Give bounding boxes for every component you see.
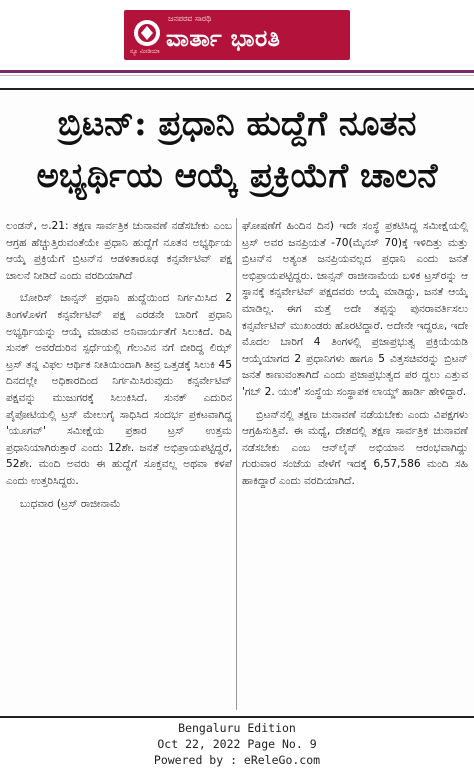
paragraph: ಬುಧವಾರ (ಟ್ರಸ್ ರಾಜೀನಾಮೆ [20,497,121,510]
masthead [0,0,474,72]
logo-emblem-icon [132,18,162,48]
masthead-rule [0,70,474,73]
paragraph: ಲಂಡನ್, ಅ.21: ತಕ್ಷಣ ಸಾರ್ವತ್ರಿಕ ಚುನಾವಣೆ ನಡೆಸಬೇಕು ಎಂಬ ಆಗ್ರಹ ಹೆಚ್ಚುತ್ತಿರುವಂತೆಯೇ ಪ್ರಧಾನಿ ಹುದ್ದೆಗೆ ನೂತನ ಅಭ್ಯರ್ಥಿಯ ಆಯ್ಕೆ ಪ್ರಕ್ರಿಯೆಗೆ ಬ್ರಿಟನ್‌ನ ಆಡಳಿತಾರೂಢ ಕನ್ಸರ್ವೇಟಿವ್ ಪಕ್ಷ ಚಾಲನೆ ನೀಡಿದೆ ಎಂದು ವರದಿಯಾಗಿದೆ [6,220,232,282]
varthabharati-logo[interactable] [124,10,350,60]
clipping-top-border [0,88,474,90]
headline-line-1: ಬ್ರಿಟನ್: ಪ್ರಧಾನಿ ಹುದ್ದೆಗೆ ನೂತನ [57,104,417,144]
column-divider [236,218,237,710]
headline-line-2: ಅಭ್ಯರ್ಥಿಯ ಆಯ್ಕೆ ಪ್ರಕ್ರಿಯೆಗೆ ಚಾಲನೆ [36,156,438,196]
article-column-left [6,218,232,518]
article-column-right [242,218,468,496]
logo-brand-name: ವಾರ್ತಾ ಭಾರತಿ [166,26,281,52]
logo-tagline: ಜನಪರವ ಸಾರಥಿ [168,14,212,23]
paragraph: ಘೋಷಣೆಗೆ ಹಿಂದಿನ ದಿನ) ಇದೇ ಸಂಸ್ಥೆ ಪ್ರಕಟಿಸಿದ್ದ ಸಮೀಕ್ಷೆಯಲ್ಲಿ ಟ್ರಸ್ ಅವರ ಜನಪ್ರಿಯತೆ -70(ಮೈನಸ್ 70)ಕ್ಕೆ ಇಳಿದಿತ್ತು ಮತ್ತು ಬ್ರಿಟನ್‌ನ ಅತ್ಯಂತ ಜನಪ್ರಿಯವಲ್ಲದ ಪ್ರಧಾನಿ ಎಂದು ಜನತೆ ಅಭಿಪ್ರಾಯಪಟ್ಟಿದ್ದರು. ಜಾನ್ಸನ್ ರಾಜೀನಾಮೆಯ ಬಳಿಕ ಟ್ರಸ್‌ರನ್ನು ಆ ಸ್ಥಾನಕ್ಕೆ ಕನ್ಸರ್ವೇಟಿವ್ ಪಕ್ಷದವರು ಆಯ್ಕೆ ಮಾಡಿದ್ದು, ಜನತೆ ಆಯ್ಕೆ ಮಾಡಿಲ್ಲ. ಈಗ ಮತ್ತೆ ಅದೇ ತಪ್ಪನ್ನು ಪುನರಾವರ್ತಿಸಲು ಕನ್ಸರ್ವೇಟಿವ್ ಮುಖಂಡರು ಹೊರಟಿದ್ದಾರೆ. ಅದೇನೇ ಇದ್ದರೂ, ಇದೇ ಮೊದಲ ಬಾರಿಗೆ 4 ತಿಂಗಳಲ್ಲಿ ಪ್ರಜಾಪ್ರಭುತ್ವ ಪ್ರಕ್ರಿಯೆಯಡಿ ಆಯ್ಕೆಯಾಗದ 2 ಪ್ರಧಾನಿಗಳು ಹಾಗೂ 5 ವಿತ್ತಸಚಿವರನ್ನು ಬ್ರಿಟನ್ ಜನತೆ ಕಾಣುವಂತಾಗಿದೆ ಎಂದು ಪ್ರಜಾಪ್ರಭುತ್ವದ ಪರ ದ್ದಲು ಎತ್ತುವ 'ಗಬ್ 2. ಯುಕೆ' ಸಂಸ್ಥೆಯ ಸಂಸ್ಥಾಪಕ ಲಾಯ್ಡ್ ಹಾರ್ಡಿ ಹೇಳಿದ್ದಾರೆ. [242,220,468,398]
powered-by-link[interactable]: Powered by : eReleGo.com [153,753,321,767]
paragraph: ಬ್ರಿಟನ್‌ನಲ್ಲಿ ತಕ್ಷಣ ಚುನಾವಣೆ ನಡೆಯಬೇಕು ಎಂದು ವಿಪಕ್ಷಗಳು ಆಗ್ರಹಿಸುತ್ತಿವೆ. ಈ ಮಧ್ಯೆ, ದೇಶದಲ್ಲಿ ತಕ್ಷಣ ಸಾರ್ವತ್ರಿಕ ಚುನಾವಣೆ ನಡೆಸಬೇಕು ಎಂಬ ಆನ್‌ಲೈನ್ ಅಭಿಯಾನ ಆರಂಭವಾಗಿದ್ದು ಗುರುವಾರ ಸಂಜೆಯ ವೇಳೆಗೆ ಇದಕ್ಕೆ 6,57,586 ಮಂದಿ ಸಹಿ ಹಾಕಿದ್ದಾರೆ ಎಂದು ವರದಿಯಾಗಿದೆ. [242,408,468,487]
date-page-label: Oct 22, 2022 Page No. 9 [157,737,317,751]
logo-subtext: ನ್ಯೂ ಮೀಡಿಯಾ [130,48,160,55]
masthead-thin-rule [0,75,474,76]
edition-label: Bengaluru Edition [178,721,296,735]
page-footer [0,720,474,768]
paragraph: ಬೋರಿಸ್ ಜಾನ್ಸನ್ ಪ್ರಧಾನಿ ಹುದ್ದೆಯಿಂದ ನಿರ್ಗಮಿಸಿದ 2 ತಿಂಗಳೊಳಗೆ ಕನ್ಸರ್ವೇಟಿವ್ ಪಕ್ಷ ಎರಡನೇ ಬಾರಿಗೆ ಪ್ರಧಾನಿ ಅಭ್ಯರ್ಥಿಯನ್ನು ಆಯ್ಕೆ ಮಾಡುವ ಅನಿವಾರ್ಯತೆಗೆ ಸಿಲುಕಿದೆ. ರಿಷಿ ಸುನಕ್ ಅವರೆದುರಿನ ಸ್ಪರ್ಧೆಯಲ್ಲಿ ಗೆಲುವಿನ ನಗೆ ಬೀರಿದ್ದ ಲಿಝ್ ಟ್ರಸ್ ತನ್ನ ವಿಫಲ ಆರ್ಥಿಕ ನೀತಿಯಿಂದಾಗಿ ತೀವ್ರ ಒತ್ತಡಕ್ಕೆ ಸಿಲುಕಿ 45 ದಿನದಲ್ಲೇ ಅಧಿಕಾರದಿಂದ ನಿರ್ಗಮಿಸಿರುವುದು ಕನ್ಸರ್ವೇಟಿವ್ ಪಕ್ಷವನ್ನು ಮುಜುಗರಕ್ಕೆ ಸಿಲುಕಿಸಿದೆ. ಸುನಕ್ ಎದುರಿನ ಪೈಪೋಟಿಯಲ್ಲಿ ಟ್ರಸ್ ಮೇಲುಗೈ ಸಾಧಿಸಿದ ಸಂದರ್ಭ ಪ್ರಕಟವಾಗಿದ್ದ 'ಯೂಗವ್' ಸಮೀಕ್ಷೆಯ ಪ್ರಕಾರ ಟ್ರಸ್ ಉತ್ತಮ ಪ್ರಧಾನಿಯಾಗಿರುತ್ತಾರೆ ಎಂದು 12ಶೇ. ಜನತೆ ಅಭಿಪ್ರಾಯಪಟ್ಟಿದ್ದರೆ, 52ಶೇ. ಮಂದಿ ಅವರು ಈ ಹುದ್ದೆಗೆ ಸೂಕ್ತವಲ್ಲ ಅಥವಾ ಕಳಪೆ ಎಂದು ಉತ್ತರಿಸಿದ್ದರು. [6,292,232,487]
clipping-bottom-border [0,716,474,718]
